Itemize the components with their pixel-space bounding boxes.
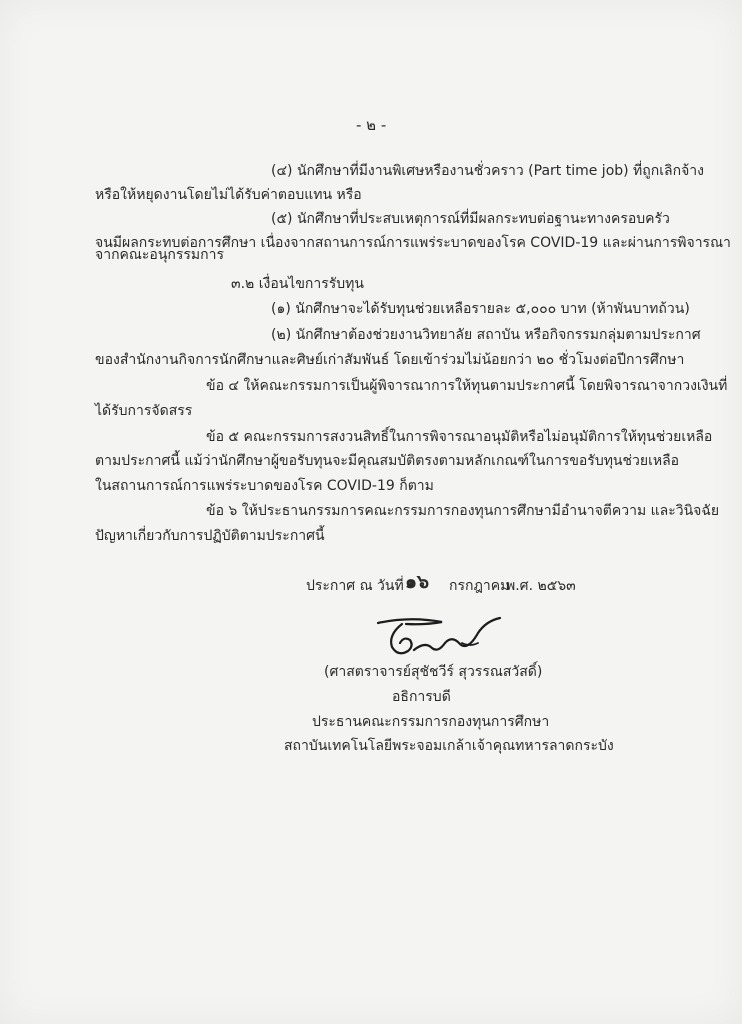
condition-2-line-2: ของสำนักงานกิจการนักศึกษาและศิษย์เก่าสัมพันธ์ โดยเข้าร่วมไม่น้อยกว่า ๒๐ ชั่วโมงต่อปีการศึกษา	[95, 352, 685, 368]
article-4-line-2: ได้รับการจัดสรร	[95, 403, 193, 419]
item-5-line-2: จนมีผลกระทบต่อการศึกษา เนื่องจากสถานการณ์การแพร่ระบาดของโรค COVID-19 และผ่านการพิจารณา	[95, 235, 731, 251]
condition-1: (๑) นักศึกษาจะได้รับทุนช่วยเหลือรายละ ๕,๐๐๐ บาท (ห้าพันบาทถ้วน)	[271, 301, 690, 317]
article-4-line-1: ข้อ ๔ ให้คณะกรรมการเป็นผู้พิจารณาการให้ทุนตามประกาศนี้ โดยพิจารณาจากวงเงินที่	[206, 378, 728, 394]
article-6-line-2: ปัญหาเกี่ยวกับการปฏิบัติตามประกาศนี้	[95, 528, 325, 544]
article-5-line-1: ข้อ ๕ คณะกรรมการสงวนสิทธิ์ในการพิจารณาอนุมัติหรือไม่อนุมัติการให้ทุนช่วยเหลือ	[206, 429, 713, 445]
condition-2-line-1: (๒) นักศึกษาต้องช่วยงานวิทยาลัย สถาบัน หรือกิจกรรมกลุ่มตามประกาศ	[271, 327, 701, 343]
signatory-name: (ศาสตราจารย์สุชัชวีร์ สุวรรณสวัสดิ์)	[324, 664, 543, 680]
signatory-organization: สถาบันเทคโนโลยีพระจอมเกล้าเจ้าคุณทหารลาดกระบัง	[284, 738, 614, 754]
signatory-position: อธิการบดี	[392, 689, 451, 705]
item-5-line-1: (๕) นักศึกษาที่ประสบเหตุการณ์ที่มีผลกระทบต่อฐานะทางครอบครัว	[271, 211, 670, 227]
announce-day: ๑๖	[405, 571, 430, 593]
announce-year: พ.ศ. ๒๕๖๓	[506, 578, 576, 594]
item-4-line-2: หรือให้หยุดงานโดยไม่ได้รับค่าตอบแทน หรือ	[95, 187, 362, 203]
section-3-2-heading: ๓.๒ เงื่อนไขการรับทุน	[231, 276, 364, 292]
announce-month: กรกฎาคม	[449, 578, 510, 594]
article-5-line-2: ตามประกาศนี้ แม้ว่านักศึกษาผู้ขอรับทุนจะมีคุณสมบัติตรงตามหลักเกณฑ์ในการขอรับทุนช่วยเหลือ	[95, 453, 680, 469]
article-6-line-1: ข้อ ๖ ให้ประธานกรรมการคณะกรรมการกองทุนการศึกษามีอำนาจตีความ และวินิจฉัย	[206, 503, 720, 519]
signatory-role: ประธานคณะกรรมการกองทุนการศึกษา	[312, 714, 550, 730]
item-5-line-3: จากคณะอนุกรรมการ	[95, 247, 224, 263]
page-number: - ๒ -	[356, 116, 387, 134]
item-4-line-1: (๔) นักศึกษาที่มีงานพิเศษหรืองานชั่วคราว (Part time job) ที่ถูกเลิกจ้าง	[271, 163, 704, 179]
article-5-line-3: ในสถานการณ์การแพร่ระบาดของโรค COVID-19 ก็ตาม	[95, 478, 434, 494]
announce-prefix: ประกาศ ณ วันที่	[306, 578, 404, 594]
signature-image	[370, 613, 510, 663]
